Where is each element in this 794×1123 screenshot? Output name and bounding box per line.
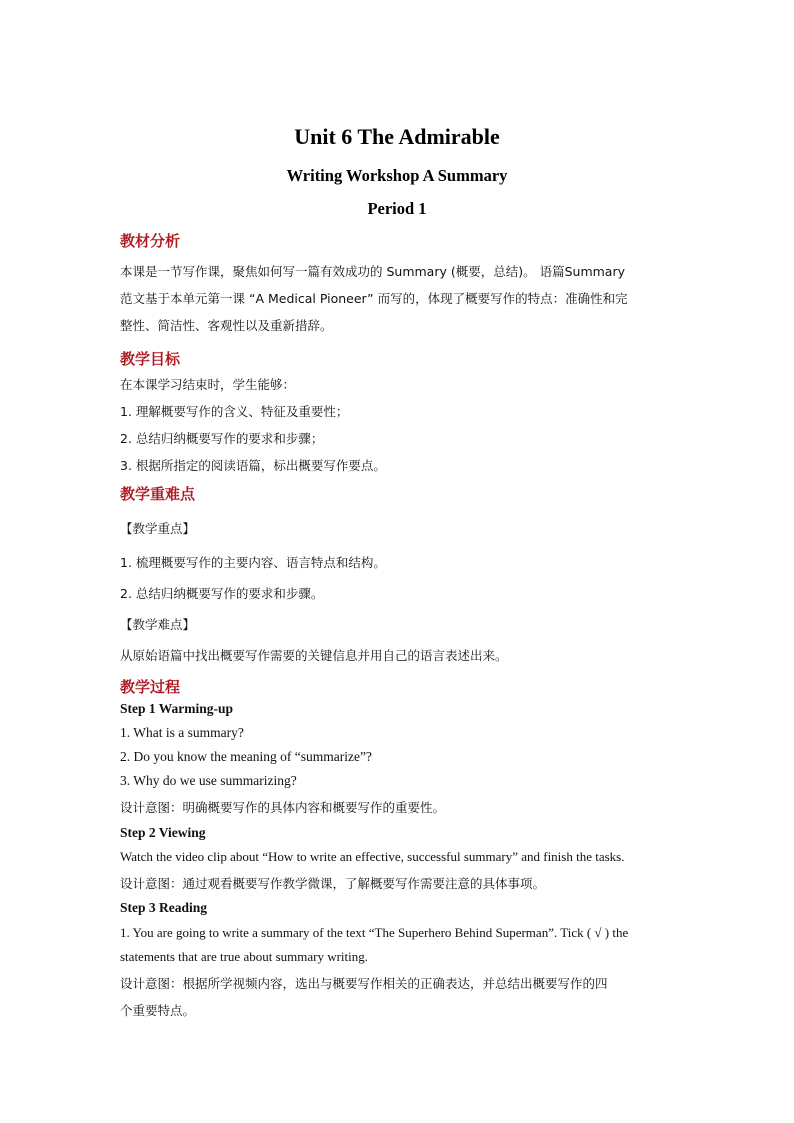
objectives-intro: 在本课学习结束时，学生能够： (120, 377, 296, 392)
objective-item: 2. 总结归纳概要写作的要求和步骤； (120, 431, 324, 446)
analysis-line: 范文基于本单元第一课 “A Medical Pioneer” 而写的，体现了概要写作的特点：准确性和完 (120, 291, 628, 306)
step2-design-intent: 设计意图：通过观看概要写作教学微课，了解概要写作需要注意的具体事项。 (120, 876, 546, 891)
period-label: Period 1 (367, 199, 427, 218)
step1-question: 2. Do you know the meaning of “summarize”? (120, 749, 372, 764)
heading-textbook-analysis: 教材分析 (120, 232, 181, 250)
focus-label: 【教学重点】 (120, 521, 196, 536)
step1-title: Step 1 Warming-up (120, 701, 234, 716)
step3-text-line: 1. You are going to write a summary of the text “The Superhero Behind Superman”. Tick ( √ ) the (120, 925, 629, 940)
step1-question: 3. Why do we use summarizing? (120, 773, 297, 788)
analysis-line: 整性、简洁性、客观性以及重新措辞。 (120, 318, 333, 333)
focus-item: 1. 梳理概要写作的主要内容、语言特点和结构。 (120, 555, 386, 570)
step3-design-intent: 个重要特点。 (120, 1003, 196, 1018)
step3-text-line: statements that are true about summary writing. (120, 949, 369, 964)
document-title: Unit 6 The Admirable (294, 124, 500, 149)
step1-design-intent: 设计意图：明确概要写作的具体内容和概要写作的重要性。 (120, 800, 446, 815)
step2-text: Watch the video clip about “How to write an effective, successful summary” and finish the tasks. (120, 849, 625, 864)
difficulty-text: 从原始语篇中找出概要写作需要的关键信息并用自己的语言表述出来。 (120, 648, 508, 663)
heading-key-difficult-points: 教学重难点 (120, 485, 196, 503)
heading-teaching-process: 教学过程 (120, 678, 181, 696)
heading-teaching-objectives: 教学目标 (120, 350, 181, 368)
difficulty-label: 【教学难点】 (120, 617, 196, 632)
focus-item: 2. 总结归纳概要写作的要求和步骤。 (120, 586, 324, 601)
objective-item: 3. 根据所指定的阅读语篇，标出概要写作要点。 (120, 458, 386, 473)
analysis-line: 本课是一节写作课，聚焦如何写一篇有效成功的 Summary (概要，总结)。 语篇Summary (120, 264, 625, 279)
step1-question: 1. What is a summary? (120, 725, 244, 740)
step3-design-intent: 设计意图：根据所学视频内容，选出与概要写作相关的正确表达，并总结出概要写作的四 (120, 976, 608, 991)
objective-item: 1. 理解概要写作的含义、特征及重要性； (120, 404, 349, 419)
document-subtitle: Writing Workshop A Summary (286, 166, 508, 185)
step3-title: Step 3 Reading (120, 900, 208, 915)
step2-title: Step 2 Viewing (120, 825, 206, 840)
